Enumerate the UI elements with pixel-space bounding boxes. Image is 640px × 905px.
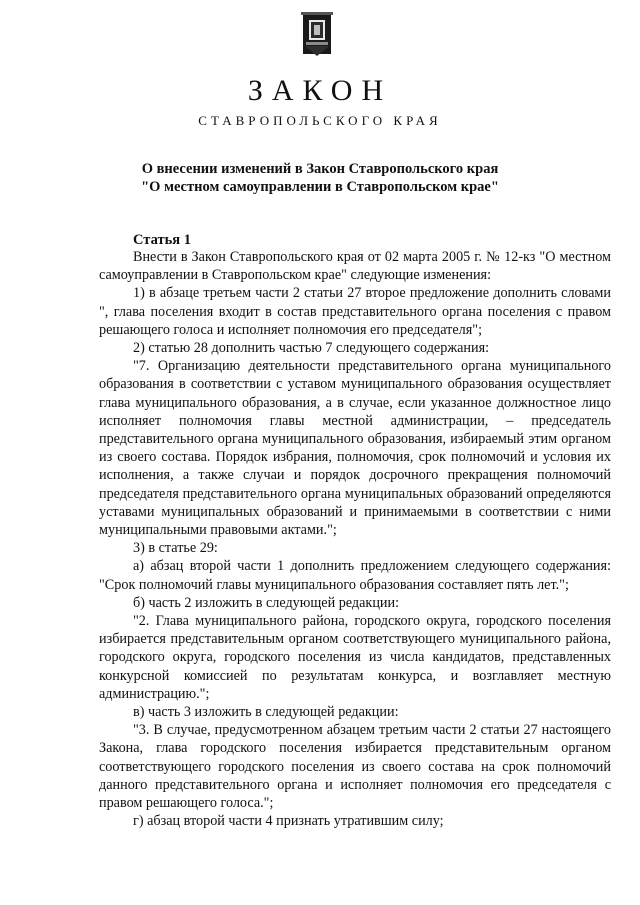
document-title: ЗАКОН xyxy=(247,74,393,107)
law-heading-line-1: О внесении изменений в Закон Ставропольского края xyxy=(141,161,499,177)
paragraph: в) часть 3 изложить в следующей редакции: xyxy=(133,704,399,721)
paragraph: б) часть 2 изложить в следующей редакции: xyxy=(133,594,400,611)
article-title: Статья 1 xyxy=(133,232,191,248)
paragraph: "3. В случае, предусмотренном абзацем третьим части 2 статьи 27 настоящего Закона, глава городского поселения избирается представительным органом соответствующего городского поселения из своего состава на срок полномочий данного представительного органа и исполняет полномочия его председателя с правом решающего голоса."; xyxy=(99,722,611,812)
paragraph: "2. Глава муниципального района, городского округа, городского поселения избирается представительным органом соответствующего муниципального района, городского округа, городского поселения из числа кандидатов, представленных конкурсной комиссией по результатам конкурса, и возглавляет местную администрацию."; xyxy=(99,613,611,702)
article-body xyxy=(99,248,611,831)
document-subtitle: СТАВРОПОЛЬСКОГО КРАЯ xyxy=(198,113,442,128)
paragraph: 3) в статье 29: xyxy=(133,540,218,557)
law-heading-line-2: "О местном самоуправлении в Ставропольском крае" xyxy=(141,179,499,195)
law-heading xyxy=(120,160,520,196)
paragraph: 1) в абзаце третьем части 2 статьи 27 второе предложение дополнить словами ", глава поселения входит в состав представительного органа поселения с правом решающего голоса и исполняет полномочия его председателя"; xyxy=(99,285,611,338)
paragraph: г) абзац второй части 4 признать утратившим силу; xyxy=(133,813,444,830)
paragraph: Внести в Закон Ставропольского края от 02 марта 2005 г. № 12-кз "О местном самоуправлении в Ставропольском крае" следующие изменения: xyxy=(99,249,611,284)
paragraph: "7. Организацию деятельности представительного органа муниципального образования в соответствии с уставом муниципального образования осуществляет глава муниципального образования, а в случае, если указанное должностное лицо исполняет полномочия главы местной администрации, – председатель представительного органа муниципального образования, избираемый этим органом из своего состава. Порядок избрания, полномочия, срок полномочий и условия их исполнения, а также случаи и порядок досрочного прекращения полномочий председателя представительного органа муниципальных образований определяются уставами муниципальных образований и принимаемыми в соответствии с ними муниципальными правовыми актами."; xyxy=(99,358,611,539)
paragraph: а) абзац второй части 1 дополнить предложением следующего содержания: "Срок полномочий главы муниципального образования составляет пять лет."; xyxy=(99,558,611,593)
coat-of-arms-icon xyxy=(300,12,334,58)
paragraph: 2) статью 28 дополнить частью 7 следующего содержания: xyxy=(133,340,490,357)
